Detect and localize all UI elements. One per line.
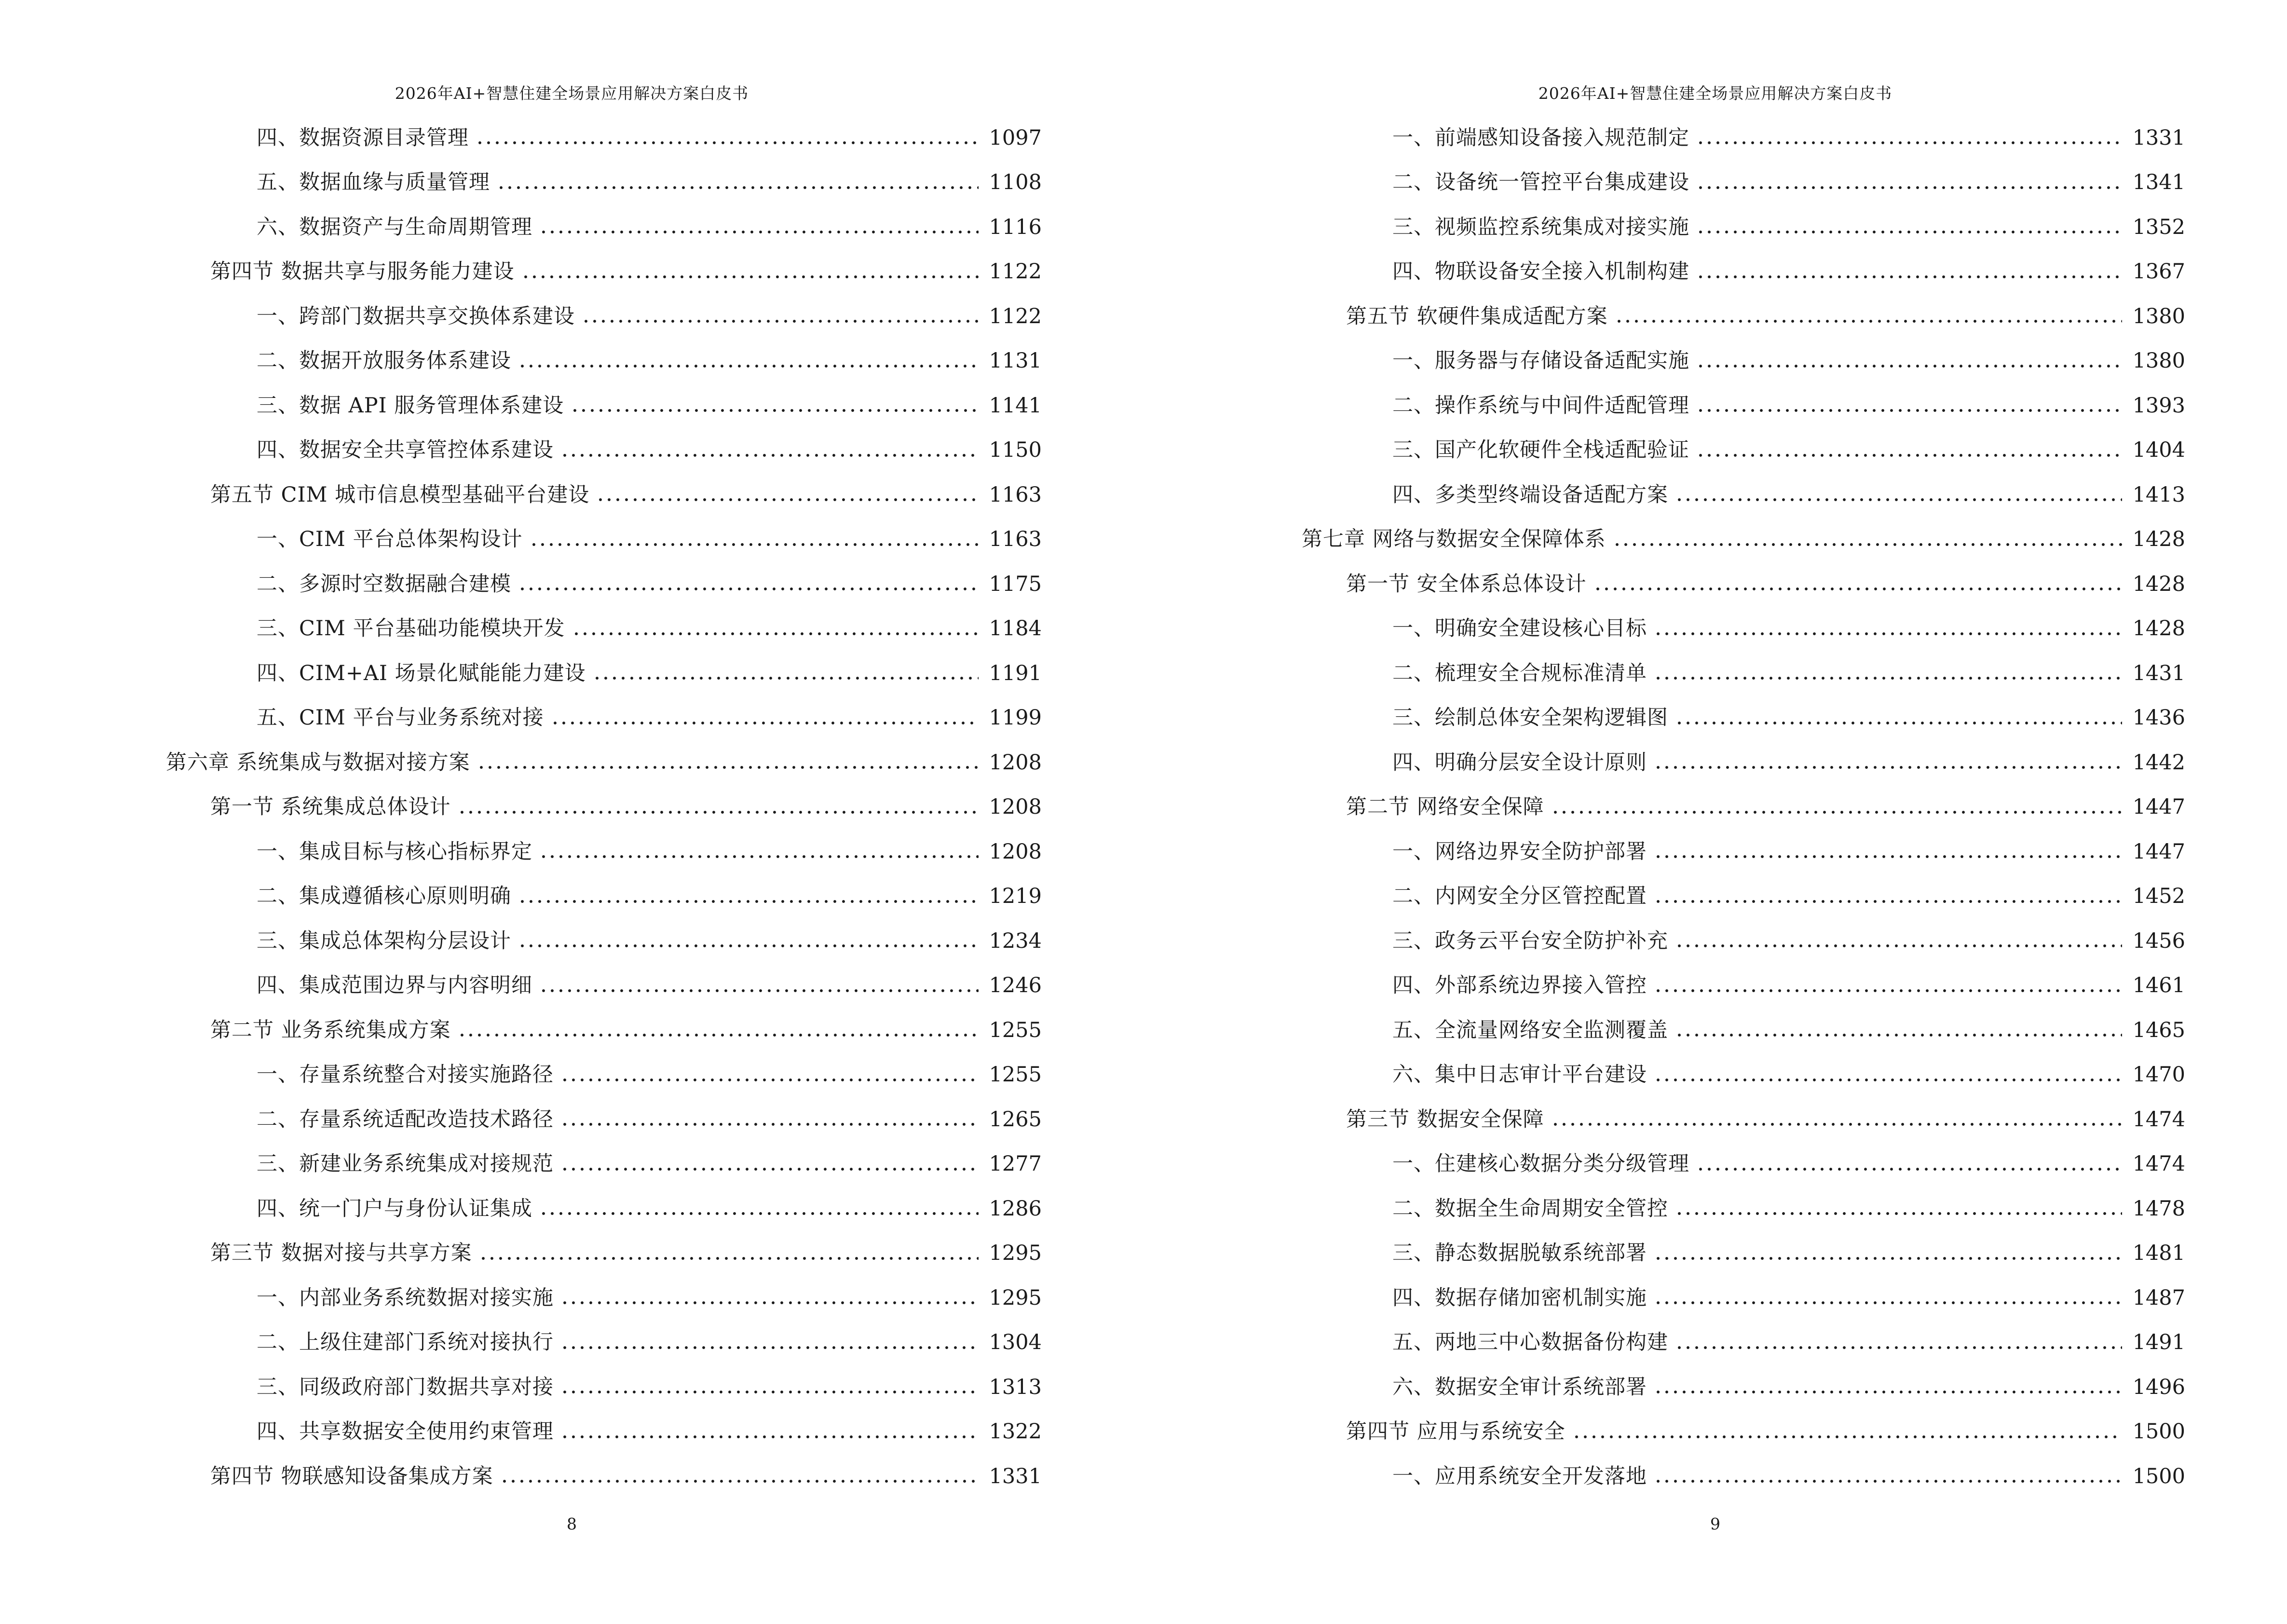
toc-dot-leader <box>560 1434 979 1440</box>
toc-entry-title: 第六章 系统集成与数据对接方案 <box>166 750 470 775</box>
toc-entry-page-number: 1163 <box>989 482 1042 507</box>
toc-entry-page-number: 1447 <box>2132 839 2185 864</box>
toc-entry-subsection[interactable] <box>1302 1142 2185 1187</box>
toc-entry-section[interactable] <box>1302 562 2185 607</box>
toc-entry-subsection[interactable] <box>166 1365 1042 1410</box>
toc-entry-page-number: 1286 <box>989 1196 1042 1221</box>
toc-entry-subsection[interactable] <box>166 607 1042 652</box>
toc-entry-page-number: 1465 <box>2132 1018 2185 1042</box>
toc-entry-page-number: 1184 <box>989 616 1042 641</box>
toc-entry-subsection[interactable] <box>1302 383 2185 428</box>
toc-entry-page-number: 1470 <box>2132 1063 2185 1087</box>
toc-entry-title: 一、CIM 平台总体架构设计 <box>257 527 523 552</box>
toc-entry-title: 第三节 数据安全保障 <box>1346 1107 1544 1132</box>
toc-entry-page-number: 1393 <box>2132 393 2185 418</box>
toc-dot-leader <box>539 1211 979 1216</box>
toc-entry-subsection[interactable] <box>1302 161 2185 205</box>
toc-entry-page-number: 1428 <box>2132 527 2185 552</box>
toc-entry-page-number: 1474 <box>2132 1107 2185 1132</box>
toc-entry-subsection[interactable] <box>1302 607 2185 652</box>
toc-entry-subsection[interactable] <box>1302 116 2185 161</box>
toc-entry-page-number: 1496 <box>2132 1375 2185 1399</box>
toc-entry-title: 三、新建业务系统集成对接规范 <box>257 1152 554 1176</box>
toc-dot-leader <box>1675 943 2122 949</box>
toc-entry-title: 二、设备统一管控平台集成建设 <box>1392 170 1689 195</box>
toc-entry-section[interactable] <box>166 1231 1042 1276</box>
toc-entry-subsection[interactable] <box>166 161 1042 205</box>
toc-dot-leader <box>560 1077 979 1083</box>
running-header: 2026年AI+智慧住建全场景应用解决方案白皮书 <box>395 84 749 103</box>
toc-entry-title: 四、数据资源目录管理 <box>257 125 469 150</box>
toc-entry-title: 一、前端感知设备接入规范制定 <box>1392 125 1689 150</box>
toc-entry-subsection[interactable] <box>166 428 1042 473</box>
toc-dot-leader <box>539 229 979 235</box>
toc-entry-subsection[interactable] <box>166 1321 1042 1365</box>
toc-list <box>166 116 1042 1499</box>
toc-entry-subsection[interactable] <box>166 1053 1042 1098</box>
toc-entry-page-number: 1150 <box>989 438 1042 463</box>
running-header: 2026年AI+智慧住建全场景应用解决方案白皮书 <box>1538 84 1892 103</box>
toc-entry-title: 一、内部业务系统数据对接实施 <box>257 1285 554 1310</box>
toc-entry-subsection[interactable] <box>1302 1008 2185 1053</box>
toc-entry-page-number: 1255 <box>989 1018 1042 1042</box>
toc-entry-page-number: 1277 <box>989 1152 1042 1176</box>
toc-dot-leader <box>539 988 979 994</box>
toc-entry-section[interactable] <box>1302 1410 2185 1455</box>
toc-dot-leader <box>1654 1389 2122 1395</box>
toc-entry-subsection[interactable] <box>1302 740 2185 785</box>
toc-entry-page-number: 1191 <box>989 661 1042 685</box>
toc-entry-subsection[interactable] <box>1302 250 2185 295</box>
toc-entry-title: 五、全流量网络安全监测覆盖 <box>1392 1018 1668 1042</box>
toc-list <box>1302 116 2185 1499</box>
toc-entry-page-number: 1487 <box>2132 1285 2185 1310</box>
toc-dot-leader <box>560 452 979 458</box>
toc-dot-leader <box>560 1300 979 1306</box>
toc-entry-page-number: 1478 <box>2132 1196 2185 1221</box>
toc-dot-leader <box>582 318 979 324</box>
toc-entry-page-number: 1131 <box>989 349 1042 373</box>
toc-dot-leader <box>521 274 979 280</box>
toc-dot-leader <box>560 1166 979 1172</box>
toc-entry-subsection[interactable] <box>166 874 1042 919</box>
toc-entry-title: 三、同级政府部门数据共享对接 <box>257 1375 554 1399</box>
toc-entry-title: 四、外部系统边界接入管控 <box>1392 973 1647 998</box>
toc-dot-leader <box>1654 1256 2122 1261</box>
toc-entry-section[interactable] <box>166 785 1042 830</box>
toc-entry-subsection[interactable] <box>166 1187 1042 1231</box>
toc-entry-subsection[interactable] <box>1302 651 2185 696</box>
toc-entry-page-number: 1116 <box>989 215 1042 239</box>
toc-entry-page-number: 1447 <box>2132 795 2185 819</box>
toc-entry-page-number: 1428 <box>2132 572 2185 596</box>
toc-dot-leader <box>1654 764 2122 770</box>
toc-dot-leader <box>530 542 979 547</box>
toc-entry-title: 二、操作系统与中间件适配管理 <box>1392 393 1689 418</box>
toc-entry-subsection[interactable] <box>1302 1365 2185 1410</box>
toc-dot-leader <box>1696 229 2122 235</box>
toc-entry-chapter[interactable] <box>1302 518 2185 562</box>
toc-entry-subsection[interactable] <box>166 518 1042 562</box>
toc-page-right <box>1144 0 2287 1624</box>
toc-entry-subsection[interactable] <box>1302 964 2185 1009</box>
toc-entry-title: 四、统一门户与身份认证集成 <box>257 1196 532 1221</box>
page-number: 8 <box>567 1515 577 1533</box>
toc-entry-subsection[interactable] <box>1302 1321 2185 1365</box>
toc-entry-section[interactable] <box>166 473 1042 518</box>
toc-dot-leader <box>596 497 978 503</box>
toc-dot-leader <box>571 408 978 413</box>
toc-entry-page-number: 1108 <box>989 170 1042 195</box>
toc-entry-page-number: 1442 <box>2132 750 2185 775</box>
toc-entry-page-number: 1431 <box>2132 661 2185 685</box>
toc-dot-leader <box>1675 1345 2122 1351</box>
toc-entry-subsection[interactable] <box>1302 1454 2185 1499</box>
toc-entry-title: 一、存量系统整合对接实施路径 <box>257 1063 554 1087</box>
toc-dot-leader <box>1675 1032 2122 1038</box>
toc-entry-title: 四、集成范围边界与内容明细 <box>257 973 532 998</box>
toc-dot-leader <box>1654 1077 2122 1083</box>
toc-entry-title: 三、视频监控系统集成对接实施 <box>1392 215 1689 239</box>
toc-entry-title: 第五节 软硬件集成适配方案 <box>1346 304 1608 328</box>
toc-dot-leader <box>476 140 979 146</box>
toc-dot-leader <box>1696 140 2122 146</box>
toc-entry-title: 第四节 数据共享与服务能力建设 <box>210 259 515 284</box>
toc-entry-section[interactable] <box>166 1454 1042 1499</box>
toc-entry-page-number: 1246 <box>989 973 1042 998</box>
toc-entry-page-number: 1097 <box>989 125 1042 150</box>
toc-entry-subsection[interactable] <box>166 205 1042 250</box>
toc-entry-title: 三、集成总体架构分层设计 <box>257 928 511 953</box>
toc-entry-title: 四、数据存储加密机制实施 <box>1392 1285 1647 1310</box>
toc-entry-page-number: 1500 <box>2132 1419 2185 1444</box>
toc-entry-title: 四、数据安全共享管控体系建设 <box>257 438 554 463</box>
toc-entry-page-number: 1474 <box>2132 1152 2185 1176</box>
toc-entry-page-number: 1452 <box>2132 884 2185 909</box>
toc-entry-title: 一、应用系统安全开发落地 <box>1392 1464 1647 1488</box>
toc-entry-title: 一、网络边界安全防护部署 <box>1392 839 1647 864</box>
toc-entry-title: 六、数据资产与生命周期管理 <box>257 215 532 239</box>
toc-entry-title: 二、梳理安全合规标准清单 <box>1392 661 1647 685</box>
toc-dot-leader <box>1654 1478 2122 1484</box>
toc-dot-leader <box>1551 809 2122 815</box>
toc-dot-leader <box>1551 1121 2122 1127</box>
toc-entry-title: 二、数据开放服务体系建设 <box>257 349 511 373</box>
toc-entry-title: 二、数据全生命周期安全管控 <box>1392 1196 1668 1221</box>
toc-dot-leader <box>1696 1166 2122 1172</box>
toc-entry-subsection[interactable] <box>166 696 1042 741</box>
toc-dot-leader <box>518 899 979 904</box>
toc-entry-page-number: 1341 <box>2132 170 2185 195</box>
toc-dot-leader <box>1654 1300 2122 1306</box>
toc-entry-subsection[interactable] <box>166 964 1042 1009</box>
toc-entry-subsection[interactable] <box>166 562 1042 607</box>
toc-entry-title: 一、服务器与存储设备适配实施 <box>1392 349 1689 373</box>
toc-entry-title: 五、数据血缘与质量管理 <box>257 170 490 195</box>
toc-entry-page-number: 1331 <box>989 1464 1042 1488</box>
toc-dot-leader <box>479 1256 979 1261</box>
toc-dot-leader <box>572 631 979 637</box>
toc-entry-subsection[interactable] <box>1302 428 2185 473</box>
toc-entry-subsection[interactable] <box>166 116 1042 161</box>
toc-entry-page-number: 1380 <box>2132 304 2185 328</box>
toc-entry-subsection[interactable] <box>1302 874 2185 919</box>
toc-entry-subsection[interactable] <box>166 1276 1042 1321</box>
toc-entry-page-number: 1428 <box>2132 616 2185 641</box>
toc-entry-title: 第四节 应用与系统安全 <box>1346 1419 1566 1444</box>
toc-entry-subsection[interactable] <box>166 830 1042 874</box>
toc-dot-leader <box>593 675 979 681</box>
toc-dot-leader <box>518 586 979 592</box>
toc-entry-title: 五、两地三中心数据备份构建 <box>1392 1330 1668 1355</box>
toc-entry-title: 第二节 业务系统集成方案 <box>210 1018 451 1042</box>
toc-entry-subsection[interactable] <box>1302 1187 2185 1231</box>
toc-entry-title: 四、明确分层安全设计原则 <box>1392 750 1647 775</box>
toc-entry-title: 二、上级住建部门系统对接执行 <box>257 1330 554 1355</box>
toc-entry-title: 第七章 网络与数据安全保障体系 <box>1302 527 1606 552</box>
toc-entry-chapter[interactable] <box>166 740 1042 785</box>
toc-entry-title: 三、CIM 平台基础功能模块开发 <box>257 616 565 641</box>
toc-dot-leader <box>458 809 979 815</box>
toc-entry-subsection[interactable] <box>1302 1231 2185 1276</box>
toc-entry-page-number: 1436 <box>2132 706 2185 730</box>
toc-dot-leader <box>477 764 979 770</box>
toc-dot-leader <box>560 1345 979 1351</box>
toc-entry-page-number: 1255 <box>989 1063 1042 1087</box>
toc-entry-title: 二、存量系统适配改造技术路径 <box>257 1107 554 1132</box>
toc-entry-subsection[interactable] <box>166 383 1042 428</box>
toc-entry-subsection[interactable] <box>166 651 1042 696</box>
toc-entry-title: 二、多源时空数据融合建模 <box>257 572 511 596</box>
toc-dot-leader <box>1654 988 2122 994</box>
toc-dot-leader <box>1593 586 2122 592</box>
toc-entry-section[interactable] <box>1302 785 2185 830</box>
toc-entry-page-number: 1331 <box>2132 125 2185 150</box>
toc-dot-leader <box>1613 542 2122 547</box>
toc-entry-page-number: 1208 <box>989 750 1042 775</box>
toc-entry-page-number: 1367 <box>2132 259 2185 284</box>
toc-entry-page-number: 1295 <box>989 1241 1042 1266</box>
toc-entry-title: 六、数据安全审计系统部署 <box>1392 1375 1647 1399</box>
toc-dot-leader <box>1696 363 2122 369</box>
toc-dot-leader <box>1696 274 2122 280</box>
toc-entry-title: 三、绘制总体安全架构逻辑图 <box>1392 706 1668 730</box>
toc-entry-subsection[interactable] <box>1302 919 2185 964</box>
toc-dot-leader <box>539 854 979 860</box>
toc-dot-leader <box>1654 899 2122 904</box>
toc-entry-page-number: 1380 <box>2132 349 2185 373</box>
toc-entry-page-number: 1352 <box>2132 215 2185 239</box>
toc-entry-title: 第一节 系统集成总体设计 <box>210 795 451 819</box>
toc-dot-leader <box>551 720 979 726</box>
toc-dot-leader <box>1675 1211 2122 1216</box>
toc-entry-title: 二、集成遵循核心原则明确 <box>257 884 511 909</box>
toc-entry-title: 二、内网安全分区管控配置 <box>1392 884 1647 909</box>
toc-entry-title: 四、多类型终端设备适配方案 <box>1392 482 1668 507</box>
toc-entry-page-number: 1322 <box>989 1419 1042 1444</box>
toc-dot-leader <box>1654 675 2122 681</box>
toc-entry-subsection[interactable] <box>1302 696 2185 741</box>
toc-entry-page-number: 1313 <box>989 1375 1042 1399</box>
page-number: 9 <box>1710 1515 1720 1533</box>
toc-entry-title: 一、住建核心数据分类分级管理 <box>1392 1152 1689 1176</box>
toc-entry-page-number: 1175 <box>989 572 1042 596</box>
toc-entry-page-number: 1461 <box>2132 973 2185 998</box>
toc-entry-page-number: 1141 <box>989 393 1042 418</box>
toc-dot-leader <box>1654 854 2122 860</box>
toc-entry-title: 六、集中日志审计平台建设 <box>1392 1063 1647 1087</box>
toc-dot-leader <box>1572 1434 2122 1440</box>
toc-entry-page-number: 1219 <box>989 884 1042 909</box>
toc-dot-leader <box>500 1478 979 1484</box>
toc-entry-title: 第四节 物联感知设备集成方案 <box>210 1464 493 1488</box>
toc-entry-page-number: 1122 <box>989 304 1042 328</box>
toc-entry-subsection[interactable] <box>1302 1276 2185 1321</box>
toc-entry-page-number: 1122 <box>989 259 1042 284</box>
toc-entry-page-number: 1491 <box>2132 1330 2185 1355</box>
toc-entry-section[interactable] <box>1302 294 2185 339</box>
toc-entry-title: 一、集成目标与核心指标界定 <box>257 839 532 864</box>
toc-entry-section[interactable] <box>166 1008 1042 1053</box>
toc-entry-subsection[interactable] <box>166 339 1042 384</box>
toc-entry-title: 第一节 安全体系总体设计 <box>1346 572 1587 596</box>
toc-entry-page-number: 1234 <box>989 928 1042 953</box>
toc-entry-title: 三、数据 API 服务管理体系建设 <box>257 393 564 418</box>
toc-entry-page-number: 1413 <box>2132 482 2185 507</box>
toc-entry-title: 五、CIM 平台与业务系统对接 <box>257 706 544 730</box>
toc-entry-page-number: 1481 <box>2132 1241 2185 1266</box>
toc-entry-page-number: 1199 <box>989 706 1042 730</box>
toc-dot-leader <box>458 1032 979 1038</box>
toc-entry-title: 一、跨部门数据共享交换体系建设 <box>257 304 575 328</box>
toc-entry-title: 四、物联设备安全接入机制构建 <box>1392 259 1689 284</box>
toc-entry-title: 第五节 CIM 城市信息模型基础平台建设 <box>210 482 590 507</box>
toc-entry-subsection[interactable] <box>1302 1053 2185 1098</box>
toc-entry-page-number: 1456 <box>2132 928 2185 953</box>
toc-dot-leader <box>1654 631 2122 637</box>
toc-dot-leader <box>497 185 979 191</box>
toc-entry-title: 一、明确安全建设核心目标 <box>1392 616 1647 641</box>
toc-entry-title: 四、CIM+AI 场景化赋能能力建设 <box>257 661 586 685</box>
toc-entry-page-number: 1208 <box>989 839 1042 864</box>
toc-entry-title: 第三节 数据对接与共享方案 <box>210 1241 472 1266</box>
toc-entry-subsection[interactable] <box>1302 830 2185 874</box>
toc-entry-page-number: 1208 <box>989 795 1042 819</box>
toc-dot-leader <box>560 1121 979 1127</box>
toc-entry-subsection[interactable] <box>1302 339 2185 384</box>
toc-entry-page-number: 1304 <box>989 1330 1042 1355</box>
toc-entry-subsection[interactable] <box>1302 205 2185 250</box>
toc-entry-section[interactable] <box>166 250 1042 295</box>
toc-dot-leader <box>1675 720 2122 726</box>
toc-entry-subsection[interactable] <box>166 1142 1042 1187</box>
toc-dot-leader <box>1696 452 2122 458</box>
toc-entry-subsection[interactable] <box>166 1097 1042 1142</box>
toc-entry-title: 三、国产化软硬件全栈适配验证 <box>1392 438 1689 463</box>
toc-entry-subsection[interactable] <box>166 294 1042 339</box>
toc-entry-page-number: 1163 <box>989 527 1042 552</box>
toc-entry-page-number: 1500 <box>2132 1464 2185 1488</box>
toc-entry-page-number: 1404 <box>2132 438 2185 463</box>
toc-dot-leader <box>1696 185 2122 191</box>
toc-entry-title: 第二节 网络安全保障 <box>1346 795 1544 819</box>
toc-dot-leader <box>560 1389 979 1395</box>
toc-entry-subsection[interactable] <box>166 1410 1042 1455</box>
toc-entry-title: 三、静态数据脱敏系统部署 <box>1392 1241 1647 1266</box>
toc-dot-leader <box>1615 318 2122 324</box>
toc-entry-title: 三、政务云平台安全防护补充 <box>1392 928 1668 953</box>
toc-entry-subsection[interactable] <box>166 919 1042 964</box>
toc-entry-title: 四、共享数据安全使用约束管理 <box>257 1419 554 1444</box>
toc-dot-leader <box>1696 408 2122 413</box>
toc-entry-page-number: 1265 <box>989 1107 1042 1132</box>
toc-entry-subsection[interactable] <box>1302 473 2185 518</box>
toc-dot-leader <box>518 363 979 369</box>
toc-dot-leader <box>518 943 979 949</box>
toc-dot-leader <box>1675 497 2122 503</box>
toc-entry-section[interactable] <box>1302 1097 2185 1142</box>
toc-entry-page-number: 1295 <box>989 1285 1042 1310</box>
